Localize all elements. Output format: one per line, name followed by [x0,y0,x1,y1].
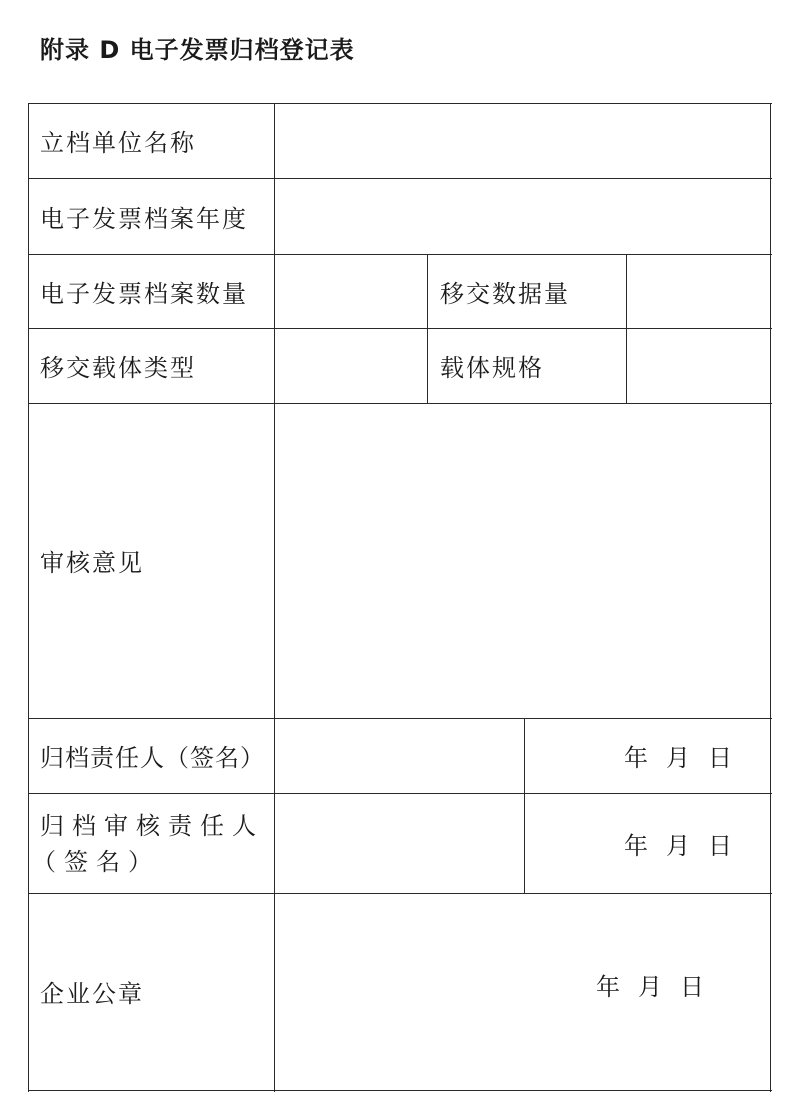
company-seal-label: 企业公章 [40,980,144,1008]
date-month-label: 月 [666,744,690,772]
review-opinion-field[interactable] [276,405,770,718]
archive-registration-table [28,103,772,1092]
unit-name-label: 立档单位名称 [40,129,196,157]
archivist-date[interactable] [624,718,732,793]
date-day-label: 日 [708,831,732,860]
reviewer-label-line2: （签名） [32,848,160,876]
archive-count-label: 电子发票档案数量 [40,279,248,308]
date-day-label: 日 [708,744,732,772]
company-seal-date[interactable] [596,967,704,1001]
column-divider [427,254,428,403]
date-year-label: 年 [624,831,648,860]
archive-year-field[interactable] [276,180,770,254]
table-border-right [770,103,771,1092]
carrier-type-label: 移交载体类型 [40,354,196,382]
column-divider [524,718,525,893]
carrier-type-field[interactable] [276,330,427,403]
archivist-label: 归档责任人（签名） [40,744,265,772]
carrier-spec-field[interactable] [628,330,770,403]
table-border-bottom [28,1090,772,1091]
carrier-spec-label: 载体规格 [440,354,544,382]
transfer-volume-label: 移交数据量 [440,279,570,308]
reviewer-label-line1: 归档审核责任人 [40,812,264,840]
review-opinion-label: 审核意见 [40,549,144,577]
table-border-left [28,103,29,1092]
date-month-label: 月 [666,831,690,860]
column-divider [626,254,627,403]
archive-count-field[interactable] [276,256,427,328]
reviewer-date[interactable] [624,793,732,893]
label-column-divider [274,103,275,1092]
archivist-signature-field[interactable] [276,720,524,793]
date-day-label: 日 [680,972,704,1001]
unit-name-field[interactable] [276,105,770,178]
date-year-label: 年 [624,744,648,772]
archive-year-label: 电子发票档案年度 [40,204,248,233]
reviewer-signature-field[interactable] [276,795,524,893]
date-year-label: 年 [596,972,620,1001]
page-title: 附录 D 电子发票归档登记表 [40,36,355,64]
transfer-volume-field[interactable] [628,256,770,328]
date-month-label: 月 [638,972,662,1001]
